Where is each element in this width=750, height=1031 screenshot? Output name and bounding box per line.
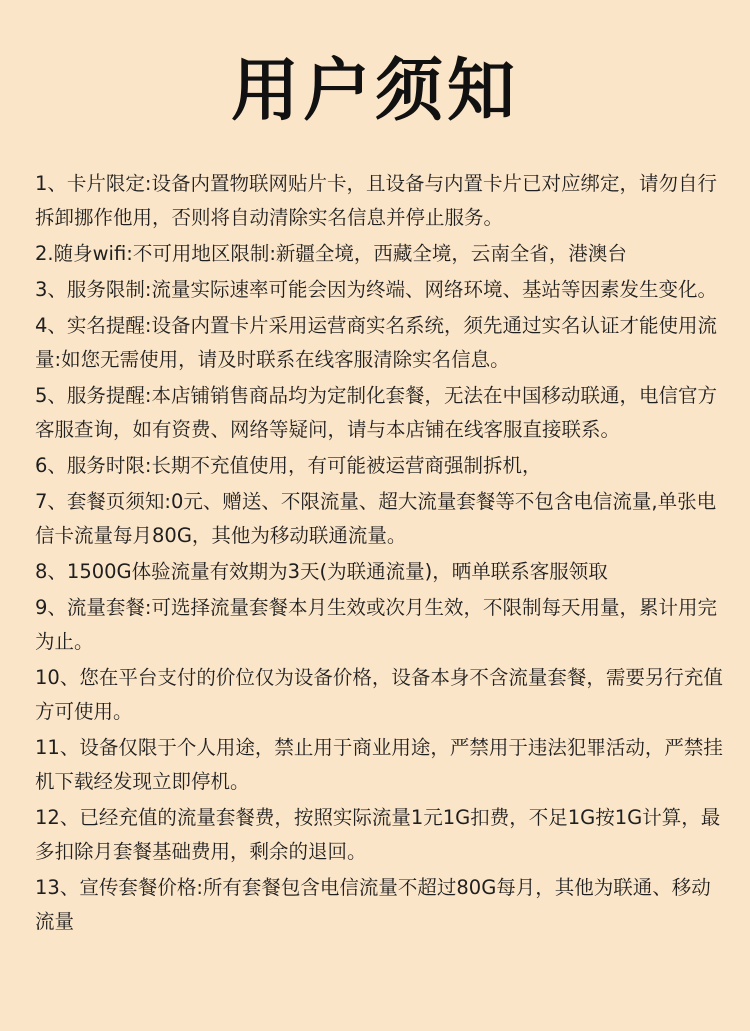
notice-item-9: 9、流量套餐:可选择流量套餐本月生效或次月生效，不限制每天用量，累计用完为止。 <box>35 596 717 653</box>
notice-item-11: 11、设备仅限于个人用途，禁止用于商业用途，严禁用于违法犯罪活动，严禁挂机下载经发现立即停机。 <box>35 736 723 793</box>
notice-item-4: 4、实名提醒:设备内置卡片采用运营商实名系统，须先通过实名认证才能使用流量:如您无需使用，请及时联系在线客服清除实名信息。 <box>35 314 717 371</box>
notice-item-8: 8、1500G体验流量有效期为3天(为联通流量)，晒单联系客服领取 <box>35 560 608 583</box>
notice-item-2: 2.随身wifi:不可用地区限制:新疆全境，西藏全境，云南全省，港澳台 <box>35 242 627 265</box>
notice-item-7: 7、套餐页须知:0元、赠送、不限流量、超大流量套餐等不包含电信流量,单张电信卡流量每月80G，其他为移动联通流量。 <box>35 490 717 547</box>
notice-item-1: 1、卡片限定:设备内置物联网贴片卡，且设备与内置卡片已对应绑定，请勿自行拆卸挪作他用，否则将自动清除实名信息并停止服务。 <box>35 172 717 229</box>
notice-item-6: 6、服务时限:长期不充值使用，有可能被运营商强制拆机， <box>35 454 542 477</box>
notice-item-13: 13、宣传套餐价格:所有套餐包含电信流量不超过80G每月，其他为联通、移动流量 <box>35 876 711 933</box>
notice-item-10: 10、您在平台支付的价位仅为设备价格，设备本身不含流量套餐，需要另行充值方可使用。 <box>35 666 723 723</box>
notice-item-12: 12、已经充值的流量套餐费，按照实际流量1元1G扣费，不足1G按1G计算，最多扣除月套餐基础费用，剩余的退回。 <box>35 806 721 863</box>
page-title: 用户须知 <box>230 52 519 131</box>
notice-list <box>35 167 725 941</box>
notice-item-3: 3、服务限制:流量实际速率可能会因为终端、网络环境、基站等因素发生变化。 <box>35 278 717 301</box>
notice-item-5: 5、服务提醒:本店铺销售商品均为定制化套餐，无法在中国移动联通，电信官方客服查询，如有资费、网络等疑问，请与本店铺在线客服直接联系。 <box>35 384 717 441</box>
